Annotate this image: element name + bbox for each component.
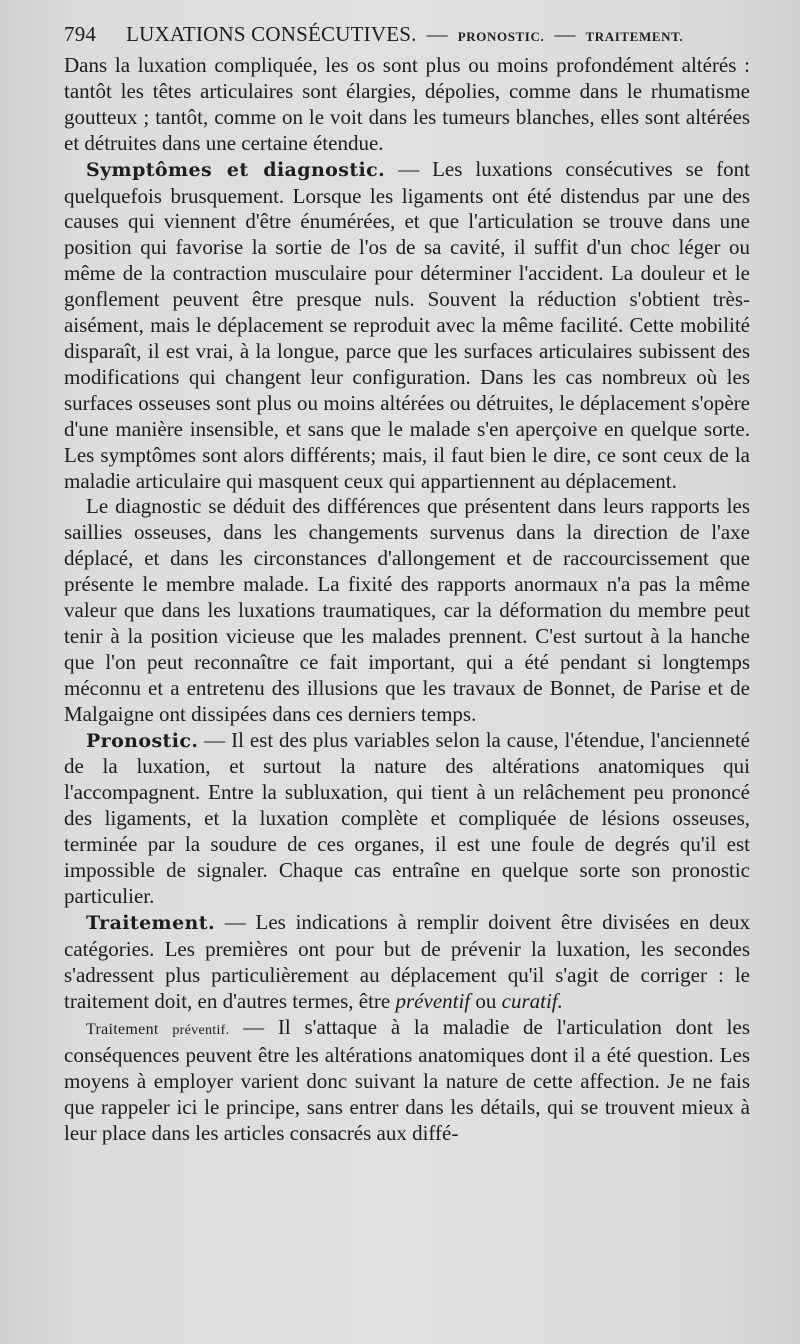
paragraph-text: — Il est des plus variables selon la cause, l'étendue, l'ancienneté de la luxation, et surtout la nature des altérations anatomiques qui l'accompagnent. Entre la subluxation, qui tient à un relâchement peu prononcé des ligaments, et la luxation complète et compliquée de lésions osseuses, terminée par la soudure de ces organes, il est une foule de degrés qu'il est impossible de signaler. Chaque cas entraîne en quelque sorte son pronostic particulier. <box>64 727 750 908</box>
running-dash: — <box>426 22 448 46</box>
paragraph-symptomes <box>64 157 750 495</box>
paragraph-text: — Il s'attaque à la maladie de l'articulation dont les conséquences peuvent être les altérations anatomiques dont il a été question. Les moyens à employer varient donc suivant la nature de cette affection. Je ne fais que rappeler ici le principe, sans entrer dans les détails, qui se trouvent mieux à leur place dans les articles consacrés aux diffé- <box>64 1014 750 1146</box>
paragraph-pronostic <box>64 728 750 910</box>
section-heading-pronostic: Pronostic. <box>86 729 199 752</box>
running-head <box>64 22 750 47</box>
paragraph-traitement <box>64 910 750 1015</box>
italic-curatif: curatif. <box>501 988 563 1013</box>
running-subtitle-traitement: TRAITEMENT. <box>585 29 684 44</box>
body-text <box>64 53 750 1147</box>
running-title: LUXATIONS CONSÉCUTIVES. <box>126 22 417 46</box>
section-heading-traitement: Traitement. <box>86 911 215 934</box>
section-heading-symptomes: Symptômes et diagnostic. <box>86 158 386 181</box>
page-number: 794 <box>64 22 97 46</box>
italic-preventif: préventif <box>395 988 471 1013</box>
paragraph-traitement-preventif <box>64 1015 750 1148</box>
subheading-traitement: Traitement <box>86 1020 159 1038</box>
paragraph-diagnostic: Le diagnostic se déduit des différences que présentent dans leurs rapports les saillies osseuses, dans les changements survenus dans la direction de l'axe déplacé, et dans les circonstances d'allongement et de raccourcissement que présente le membre malade. La fixité des rapports anormaux n'a pas la même valeur que dans les luxations traumatiques, car la déformation du membre peut tenir à la position vicieuse que les malades prennent. C'est surtout à la hanche que l'on peut reconnaître ce fait important, qui a été pendant si longtemps méconnu et a entretenu des illusions que les travaux de Bonnet, de Parise et de Malgaigne ont dissipées dans ces derniers temps. <box>64 494 750 726</box>
paragraph-text: ou <box>470 988 502 1013</box>
running-dash: — <box>554 22 576 46</box>
subheading-preventif: préventif. <box>172 1022 230 1038</box>
paragraph-luxation-compliquee: Dans la luxation compliquée, les os sont plus ou moins profondément altérés : tantôt les têtes articulaires sont élargies, dépolies, comme dans le rhumatisme goutteux ; tantôt, comme on le voit dans les tumeurs blanches, elles sont altérées et détruites dans une certaine étendue. <box>64 53 750 155</box>
paragraph-text: — Les indications à remplir doivent être divisées en deux catégories. Les premières ont pour but de prévenir la luxation, les secondes s'adressent plus particulièrement au déplacement qu'il s'agit de corriger : le traitement doit, en d'autres termes, être <box>64 909 750 1013</box>
running-subtitle-pronostic: PRONOSTIC. <box>457 29 545 44</box>
paragraph-text: — Les luxations consécutives se font quelquefois brusquement. Lorsque les ligaments ont été distendus par une des causes qui viennent d'être énumérées, et que l'articulation se trouve dans une position qui favorise la sortie de l'os de sa cavité, il suffit d'un choc léger ou même de la contraction musculaire pour déterminer l'accident. La douleur et le gonflement peuvent être presque nuls. Souvent la réduction s'obtient très-aisément, mais le déplacement se reproduit avec la même facilité. Cette mobilité disparaît, il est vrai, à la longue, parce que les surfaces articulaires subissent des modifications qui changent leur configuration. Dans les cas nombreux où les surfaces osseuses sont plus ou moins altérées ou détruites, le déplacement s'opère d'une manière insensible, et sans que le malade s'en aperçoive en quelque sorte. Les symptômes sont alors différents; mais, il faut bien le dire, ce sont ceux de la maladie articulaire qui masquent ceux qui appartiennent au déplacement. <box>64 156 750 493</box>
